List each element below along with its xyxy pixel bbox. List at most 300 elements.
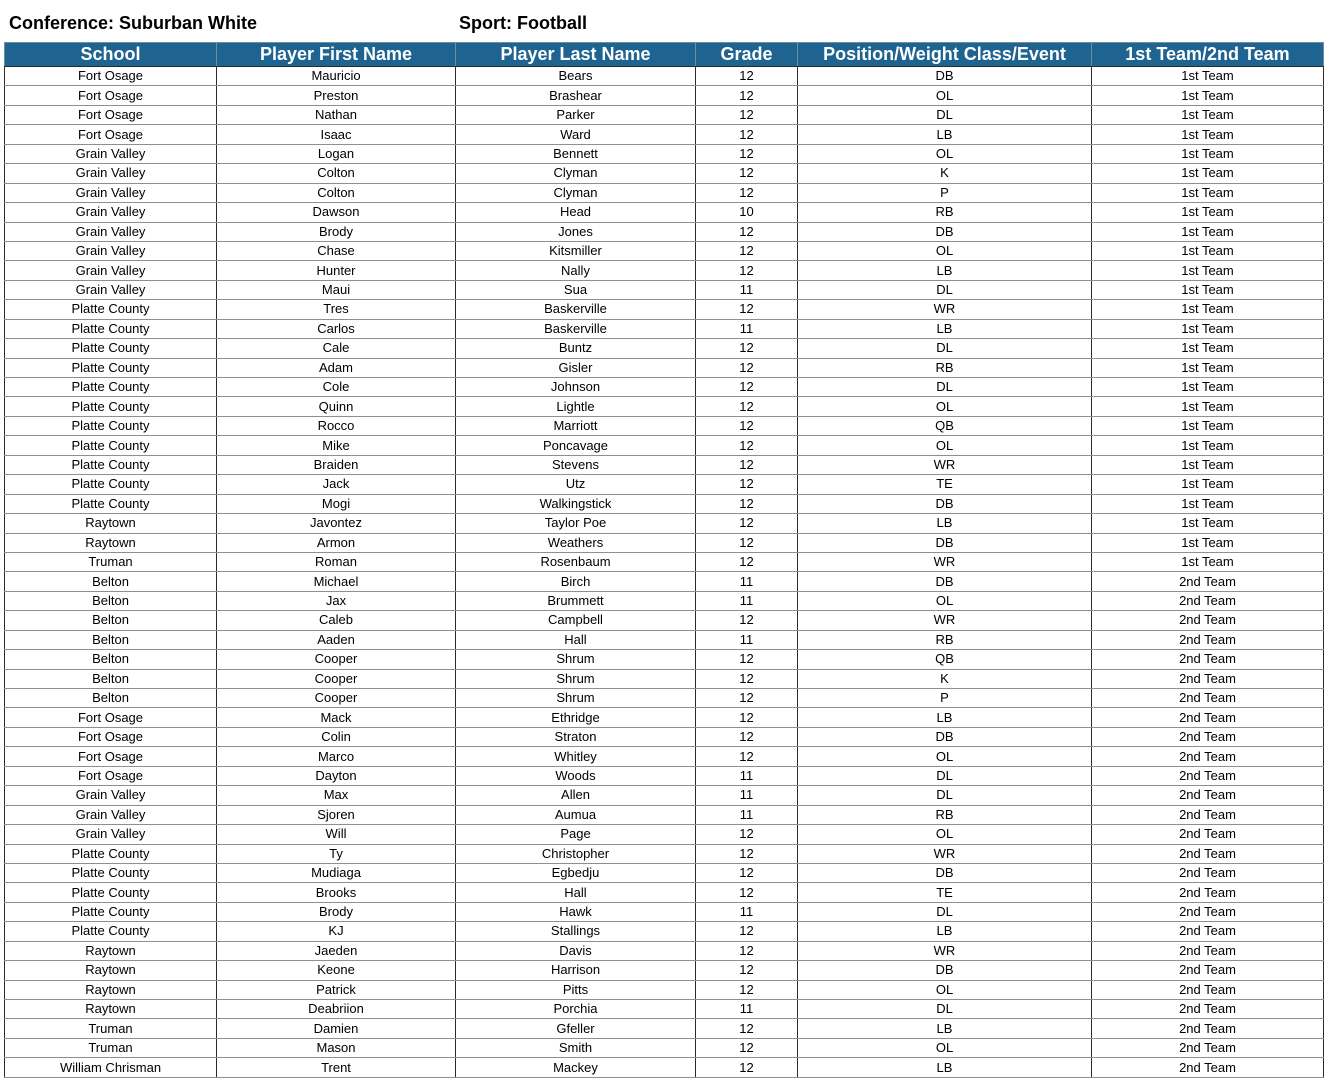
- cell-last-name: Campbell: [456, 611, 696, 630]
- cell-last-name: Hall: [456, 883, 696, 902]
- cell-grade: 12: [696, 358, 798, 377]
- cell-school: Truman: [5, 1038, 217, 1057]
- cell-school: Belton: [5, 669, 217, 688]
- cell-position: LB: [798, 125, 1092, 144]
- cell-first-name: Trent: [217, 1058, 456, 1077]
- cell-grade: 12: [696, 339, 798, 358]
- cell-position: OL: [798, 397, 1092, 416]
- cell-school: Raytown: [5, 980, 217, 999]
- table-row: [5, 494, 1324, 513]
- cell-position: RB: [798, 630, 1092, 649]
- cell-first-name: Hunter: [217, 261, 456, 280]
- cell-team: 2nd Team: [1092, 883, 1324, 902]
- cell-first-name: Adam: [217, 358, 456, 377]
- cell-position: DL: [798, 1000, 1092, 1019]
- cell-last-name: Woods: [456, 766, 696, 785]
- table-row: [5, 319, 1324, 338]
- cell-position: DB: [798, 494, 1092, 513]
- cell-last-name: Aumua: [456, 805, 696, 824]
- cell-team: 1st Team: [1092, 378, 1324, 397]
- cell-school: Platte County: [5, 300, 217, 319]
- cell-position: DL: [798, 786, 1092, 805]
- cell-team: 1st Team: [1092, 280, 1324, 299]
- table-row: [5, 222, 1324, 241]
- cell-last-name: Shrum: [456, 689, 696, 708]
- cell-last-name: Kitsmiller: [456, 241, 696, 260]
- cell-last-name: Brummett: [456, 591, 696, 610]
- cell-position: DB: [798, 222, 1092, 241]
- cell-team: 2nd Team: [1092, 1038, 1324, 1057]
- cell-team: 2nd Team: [1092, 611, 1324, 630]
- cell-last-name: Pitts: [456, 980, 696, 999]
- cell-school: Fort Osage: [5, 747, 217, 766]
- cell-school: Grain Valley: [5, 805, 217, 824]
- cell-last-name: Harrison: [456, 961, 696, 980]
- table-row: [5, 747, 1324, 766]
- cell-school: Grain Valley: [5, 825, 217, 844]
- table-row: [5, 533, 1324, 552]
- cell-grade: 12: [696, 416, 798, 435]
- table-row: [5, 514, 1324, 533]
- cell-position: DL: [798, 902, 1092, 921]
- cell-school: Belton: [5, 591, 217, 610]
- cell-first-name: Mack: [217, 708, 456, 727]
- cell-grade: 12: [696, 222, 798, 241]
- cell-team: 1st Team: [1092, 358, 1324, 377]
- cell-grade: 12: [696, 669, 798, 688]
- cell-team: 2nd Team: [1092, 708, 1324, 727]
- cell-school: Fort Osage: [5, 708, 217, 727]
- table-row: [5, 1038, 1324, 1057]
- cell-team: 2nd Team: [1092, 786, 1324, 805]
- cell-team: 1st Team: [1092, 86, 1324, 105]
- cell-first-name: Cooper: [217, 669, 456, 688]
- table-row: [5, 455, 1324, 474]
- cell-team: 1st Team: [1092, 222, 1324, 241]
- cell-school: Fort Osage: [5, 86, 217, 105]
- cell-first-name: Colton: [217, 164, 456, 183]
- cell-position: WR: [798, 455, 1092, 474]
- cell-position: P: [798, 183, 1092, 202]
- cell-first-name: Dayton: [217, 766, 456, 785]
- cell-school: Grain Valley: [5, 241, 217, 260]
- cell-school: Platte County: [5, 494, 217, 513]
- cell-team: 2nd Team: [1092, 825, 1324, 844]
- cell-grade: 12: [696, 86, 798, 105]
- cell-team: 2nd Team: [1092, 650, 1324, 669]
- cell-last-name: Stevens: [456, 455, 696, 474]
- cell-first-name: Cooper: [217, 650, 456, 669]
- table-row: [5, 416, 1324, 435]
- cell-last-name: Parker: [456, 105, 696, 124]
- cell-last-name: Allen: [456, 786, 696, 805]
- cell-grade: 12: [696, 689, 798, 708]
- cell-school: Platte County: [5, 436, 217, 455]
- table-row: [5, 980, 1324, 999]
- cell-team: 2nd Team: [1092, 766, 1324, 785]
- cell-first-name: Cole: [217, 378, 456, 397]
- table-row: [5, 669, 1324, 688]
- cell-team: 1st Team: [1092, 67, 1324, 86]
- cell-school: Grain Valley: [5, 280, 217, 299]
- cell-grade: 12: [696, 125, 798, 144]
- table-row: [5, 922, 1324, 941]
- cell-school: Fort Osage: [5, 766, 217, 785]
- cell-last-name: Brashear: [456, 86, 696, 105]
- cell-last-name: Page: [456, 825, 696, 844]
- table-row: [5, 650, 1324, 669]
- cell-first-name: Nathan: [217, 105, 456, 124]
- cell-first-name: Aaden: [217, 630, 456, 649]
- cell-position: DB: [798, 863, 1092, 882]
- cell-first-name: Preston: [217, 86, 456, 105]
- cell-position: WR: [798, 844, 1092, 863]
- cell-grade: 12: [696, 475, 798, 494]
- cell-team: 1st Team: [1092, 261, 1324, 280]
- column-header-grade: Grade: [696, 43, 798, 67]
- cell-last-name: Shrum: [456, 669, 696, 688]
- cell-first-name: Rocco: [217, 416, 456, 435]
- cell-first-name: Dawson: [217, 203, 456, 222]
- cell-last-name: Baskerville: [456, 319, 696, 338]
- cell-grade: 12: [696, 436, 798, 455]
- cell-team: 1st Team: [1092, 436, 1324, 455]
- cell-last-name: Jones: [456, 222, 696, 241]
- cell-school: Fort Osage: [5, 125, 217, 144]
- table-row: [5, 961, 1324, 980]
- cell-grade: 10: [696, 203, 798, 222]
- table-row: [5, 1019, 1324, 1038]
- cell-grade: 12: [696, 941, 798, 960]
- cell-grade: 12: [696, 980, 798, 999]
- column-header-position: Position/Weight Class/Event: [798, 43, 1092, 67]
- cell-school: William Chrisman: [5, 1058, 217, 1077]
- cell-grade: 12: [696, 961, 798, 980]
- table-row: [5, 397, 1324, 416]
- cell-last-name: Porchia: [456, 1000, 696, 1019]
- cell-team: 1st Team: [1092, 319, 1324, 338]
- cell-team: 1st Team: [1092, 416, 1324, 435]
- cell-first-name: Mauricio: [217, 67, 456, 86]
- cell-last-name: Head: [456, 203, 696, 222]
- cell-first-name: Patrick: [217, 980, 456, 999]
- cell-position: K: [798, 669, 1092, 688]
- cell-first-name: Braiden: [217, 455, 456, 474]
- cell-last-name: Marriott: [456, 416, 696, 435]
- cell-team: 2nd Team: [1092, 1019, 1324, 1038]
- cell-first-name: Will: [217, 825, 456, 844]
- cell-last-name: Birch: [456, 572, 696, 591]
- cell-last-name: Rosenbaum: [456, 552, 696, 571]
- cell-grade: 12: [696, 922, 798, 941]
- cell-first-name: Mike: [217, 436, 456, 455]
- cell-first-name: Caleb: [217, 611, 456, 630]
- cell-grade: 12: [696, 552, 798, 571]
- cell-position: OL: [798, 436, 1092, 455]
- cell-last-name: Mackey: [456, 1058, 696, 1077]
- cell-team: 1st Team: [1092, 125, 1324, 144]
- cell-grade: 11: [696, 766, 798, 785]
- cell-last-name: Johnson: [456, 378, 696, 397]
- cell-team: 2nd Team: [1092, 1058, 1324, 1077]
- cell-first-name: Keone: [217, 961, 456, 980]
- cell-last-name: Ward: [456, 125, 696, 144]
- cell-team: 1st Team: [1092, 339, 1324, 358]
- cell-team: 1st Team: [1092, 105, 1324, 124]
- page-heading: [9, 11, 587, 35]
- table-row: [5, 86, 1324, 105]
- cell-grade: 12: [696, 397, 798, 416]
- table-row: [5, 203, 1324, 222]
- table-row: [5, 1000, 1324, 1019]
- cell-school: Grain Valley: [5, 144, 217, 163]
- table-row: [5, 475, 1324, 494]
- cell-first-name: Mason: [217, 1038, 456, 1057]
- cell-position: TE: [798, 475, 1092, 494]
- cell-team: 1st Team: [1092, 183, 1324, 202]
- cell-position: RB: [798, 358, 1092, 377]
- cell-first-name: Armon: [217, 533, 456, 552]
- cell-position: DL: [798, 339, 1092, 358]
- cell-team: 2nd Team: [1092, 805, 1324, 824]
- cell-position: LB: [798, 922, 1092, 941]
- cell-position: DB: [798, 67, 1092, 86]
- table-row: [5, 67, 1324, 86]
- table-row: [5, 902, 1324, 921]
- cell-team: 1st Team: [1092, 455, 1324, 474]
- cell-team: 1st Team: [1092, 164, 1324, 183]
- cell-team: 2nd Team: [1092, 689, 1324, 708]
- cell-last-name: Hall: [456, 630, 696, 649]
- cell-school: Fort Osage: [5, 67, 217, 86]
- cell-school: Grain Valley: [5, 261, 217, 280]
- table-row: [5, 591, 1324, 610]
- cell-grade: 12: [696, 863, 798, 882]
- cell-team: 2nd Team: [1092, 747, 1324, 766]
- table-row: [5, 572, 1324, 591]
- cell-grade: 12: [696, 727, 798, 746]
- table-row: [5, 164, 1324, 183]
- header-row: [5, 43, 1324, 67]
- column-header-school: School: [5, 43, 217, 67]
- cell-position: LB: [798, 1058, 1092, 1077]
- cell-last-name: Hawk: [456, 902, 696, 921]
- table-row: [5, 727, 1324, 746]
- cell-last-name: Davis: [456, 941, 696, 960]
- cell-school: Platte County: [5, 475, 217, 494]
- cell-school: Platte County: [5, 844, 217, 863]
- cell-school: Platte County: [5, 455, 217, 474]
- cell-grade: 12: [696, 1058, 798, 1077]
- table-row: [5, 766, 1324, 785]
- cell-position: P: [798, 689, 1092, 708]
- cell-school: Platte County: [5, 863, 217, 882]
- cell-grade: 12: [696, 241, 798, 260]
- cell-school: Grain Valley: [5, 183, 217, 202]
- cell-grade: 12: [696, 261, 798, 280]
- cell-school: Platte County: [5, 358, 217, 377]
- table-row: [5, 300, 1324, 319]
- table-row: [5, 630, 1324, 649]
- cell-position: RB: [798, 805, 1092, 824]
- cell-position: WR: [798, 300, 1092, 319]
- table-row: [5, 339, 1324, 358]
- cell-first-name: Damien: [217, 1019, 456, 1038]
- cell-first-name: Brody: [217, 222, 456, 241]
- cell-last-name: Nally: [456, 261, 696, 280]
- cell-first-name: Logan: [217, 144, 456, 163]
- cell-last-name: Egbedju: [456, 863, 696, 882]
- cell-last-name: Buntz: [456, 339, 696, 358]
- table-row: [5, 689, 1324, 708]
- cell-school: Belton: [5, 689, 217, 708]
- table-row: [5, 125, 1324, 144]
- cell-school: Grain Valley: [5, 164, 217, 183]
- cell-position: OL: [798, 980, 1092, 999]
- table-row: [5, 825, 1324, 844]
- cell-grade: 12: [696, 494, 798, 513]
- cell-team: 2nd Team: [1092, 941, 1324, 960]
- cell-last-name: Weathers: [456, 533, 696, 552]
- cell-school: Grain Valley: [5, 222, 217, 241]
- cell-first-name: Isaac: [217, 125, 456, 144]
- cell-position: RB: [798, 203, 1092, 222]
- cell-grade: 12: [696, 1019, 798, 1038]
- table-row: [5, 941, 1324, 960]
- table-row: [5, 183, 1324, 202]
- cell-school: Fort Osage: [5, 727, 217, 746]
- cell-team: 2nd Team: [1092, 572, 1324, 591]
- table-row: [5, 436, 1324, 455]
- table-row: [5, 241, 1324, 260]
- cell-team: 1st Team: [1092, 494, 1324, 513]
- cell-grade: 12: [696, 533, 798, 552]
- cell-grade: 12: [696, 1038, 798, 1057]
- cell-position: DL: [798, 766, 1092, 785]
- cell-first-name: Brody: [217, 902, 456, 921]
- cell-first-name: Deabriion: [217, 1000, 456, 1019]
- cell-grade: 12: [696, 825, 798, 844]
- cell-last-name: Shrum: [456, 650, 696, 669]
- cell-grade: 11: [696, 1000, 798, 1019]
- cell-position: QB: [798, 416, 1092, 435]
- cell-first-name: Max: [217, 786, 456, 805]
- cell-position: OL: [798, 241, 1092, 260]
- cell-school: Fort Osage: [5, 105, 217, 124]
- cell-first-name: Maui: [217, 280, 456, 299]
- roster-table: [4, 42, 1324, 1078]
- conference-label: Conference: Suburban White: [9, 13, 258, 33]
- cell-position: QB: [798, 650, 1092, 669]
- cell-last-name: Ethridge: [456, 708, 696, 727]
- table-row: [5, 144, 1324, 163]
- cell-grade: 12: [696, 844, 798, 863]
- cell-school: Platte County: [5, 416, 217, 435]
- column-header-first-name: Player First Name: [217, 43, 456, 67]
- sport-label: Sport: Football: [459, 13, 587, 33]
- cell-position: LB: [798, 261, 1092, 280]
- cell-school: Platte County: [5, 339, 217, 358]
- cell-team: 2nd Team: [1092, 591, 1324, 610]
- cell-first-name: Jaeden: [217, 941, 456, 960]
- table-row: [5, 883, 1324, 902]
- cell-last-name: Baskerville: [456, 300, 696, 319]
- cell-school: Raytown: [5, 961, 217, 980]
- cell-grade: 12: [696, 708, 798, 727]
- cell-last-name: Whitley: [456, 747, 696, 766]
- cell-team: 2nd Team: [1092, 669, 1324, 688]
- cell-grade: 12: [696, 514, 798, 533]
- table-row: [5, 805, 1324, 824]
- cell-position: LB: [798, 1019, 1092, 1038]
- cell-team: 2nd Team: [1092, 727, 1324, 746]
- cell-team: 2nd Team: [1092, 961, 1324, 980]
- cell-team: 1st Team: [1092, 552, 1324, 571]
- cell-position: DB: [798, 533, 1092, 552]
- cell-last-name: Poncavage: [456, 436, 696, 455]
- cell-school: Raytown: [5, 514, 217, 533]
- cell-grade: 12: [696, 183, 798, 202]
- cell-first-name: Colton: [217, 183, 456, 202]
- cell-first-name: Cale: [217, 339, 456, 358]
- cell-school: Truman: [5, 552, 217, 571]
- cell-school: Raytown: [5, 941, 217, 960]
- cell-team: 1st Team: [1092, 514, 1324, 533]
- cell-first-name: Ty: [217, 844, 456, 863]
- cell-team: 1st Team: [1092, 533, 1324, 552]
- cell-school: Platte County: [5, 902, 217, 921]
- cell-last-name: Christopher: [456, 844, 696, 863]
- cell-position: DL: [798, 105, 1092, 124]
- cell-team: 2nd Team: [1092, 1000, 1324, 1019]
- cell-school: Belton: [5, 572, 217, 591]
- cell-team: 2nd Team: [1092, 922, 1324, 941]
- cell-first-name: KJ: [217, 922, 456, 941]
- cell-grade: 12: [696, 883, 798, 902]
- cell-grade: 12: [696, 300, 798, 319]
- cell-position: WR: [798, 941, 1092, 960]
- cell-last-name: Clyman: [456, 164, 696, 183]
- table-row: [5, 611, 1324, 630]
- table-row: [5, 708, 1324, 727]
- cell-last-name: Gfeller: [456, 1019, 696, 1038]
- cell-grade: 12: [696, 67, 798, 86]
- cell-grade: 12: [696, 611, 798, 630]
- cell-last-name: Utz: [456, 475, 696, 494]
- cell-grade: 12: [696, 378, 798, 397]
- cell-last-name: Bennett: [456, 144, 696, 163]
- table-row: [5, 786, 1324, 805]
- cell-school: Truman: [5, 1019, 217, 1038]
- cell-school: Platte County: [5, 378, 217, 397]
- cell-first-name: Chase: [217, 241, 456, 260]
- table-body: [5, 67, 1324, 1078]
- cell-first-name: Colin: [217, 727, 456, 746]
- cell-team: 2nd Team: [1092, 863, 1324, 882]
- cell-first-name: Carlos: [217, 319, 456, 338]
- cell-position: LB: [798, 708, 1092, 727]
- cell-position: DB: [798, 727, 1092, 746]
- cell-position: OL: [798, 591, 1092, 610]
- cell-position: OL: [798, 1038, 1092, 1057]
- cell-grade: 11: [696, 572, 798, 591]
- cell-grade: 11: [696, 902, 798, 921]
- cell-grade: 11: [696, 280, 798, 299]
- cell-team: 1st Team: [1092, 397, 1324, 416]
- cell-school: Grain Valley: [5, 203, 217, 222]
- cell-school: Platte County: [5, 397, 217, 416]
- column-header-last-name: Player Last Name: [456, 43, 696, 67]
